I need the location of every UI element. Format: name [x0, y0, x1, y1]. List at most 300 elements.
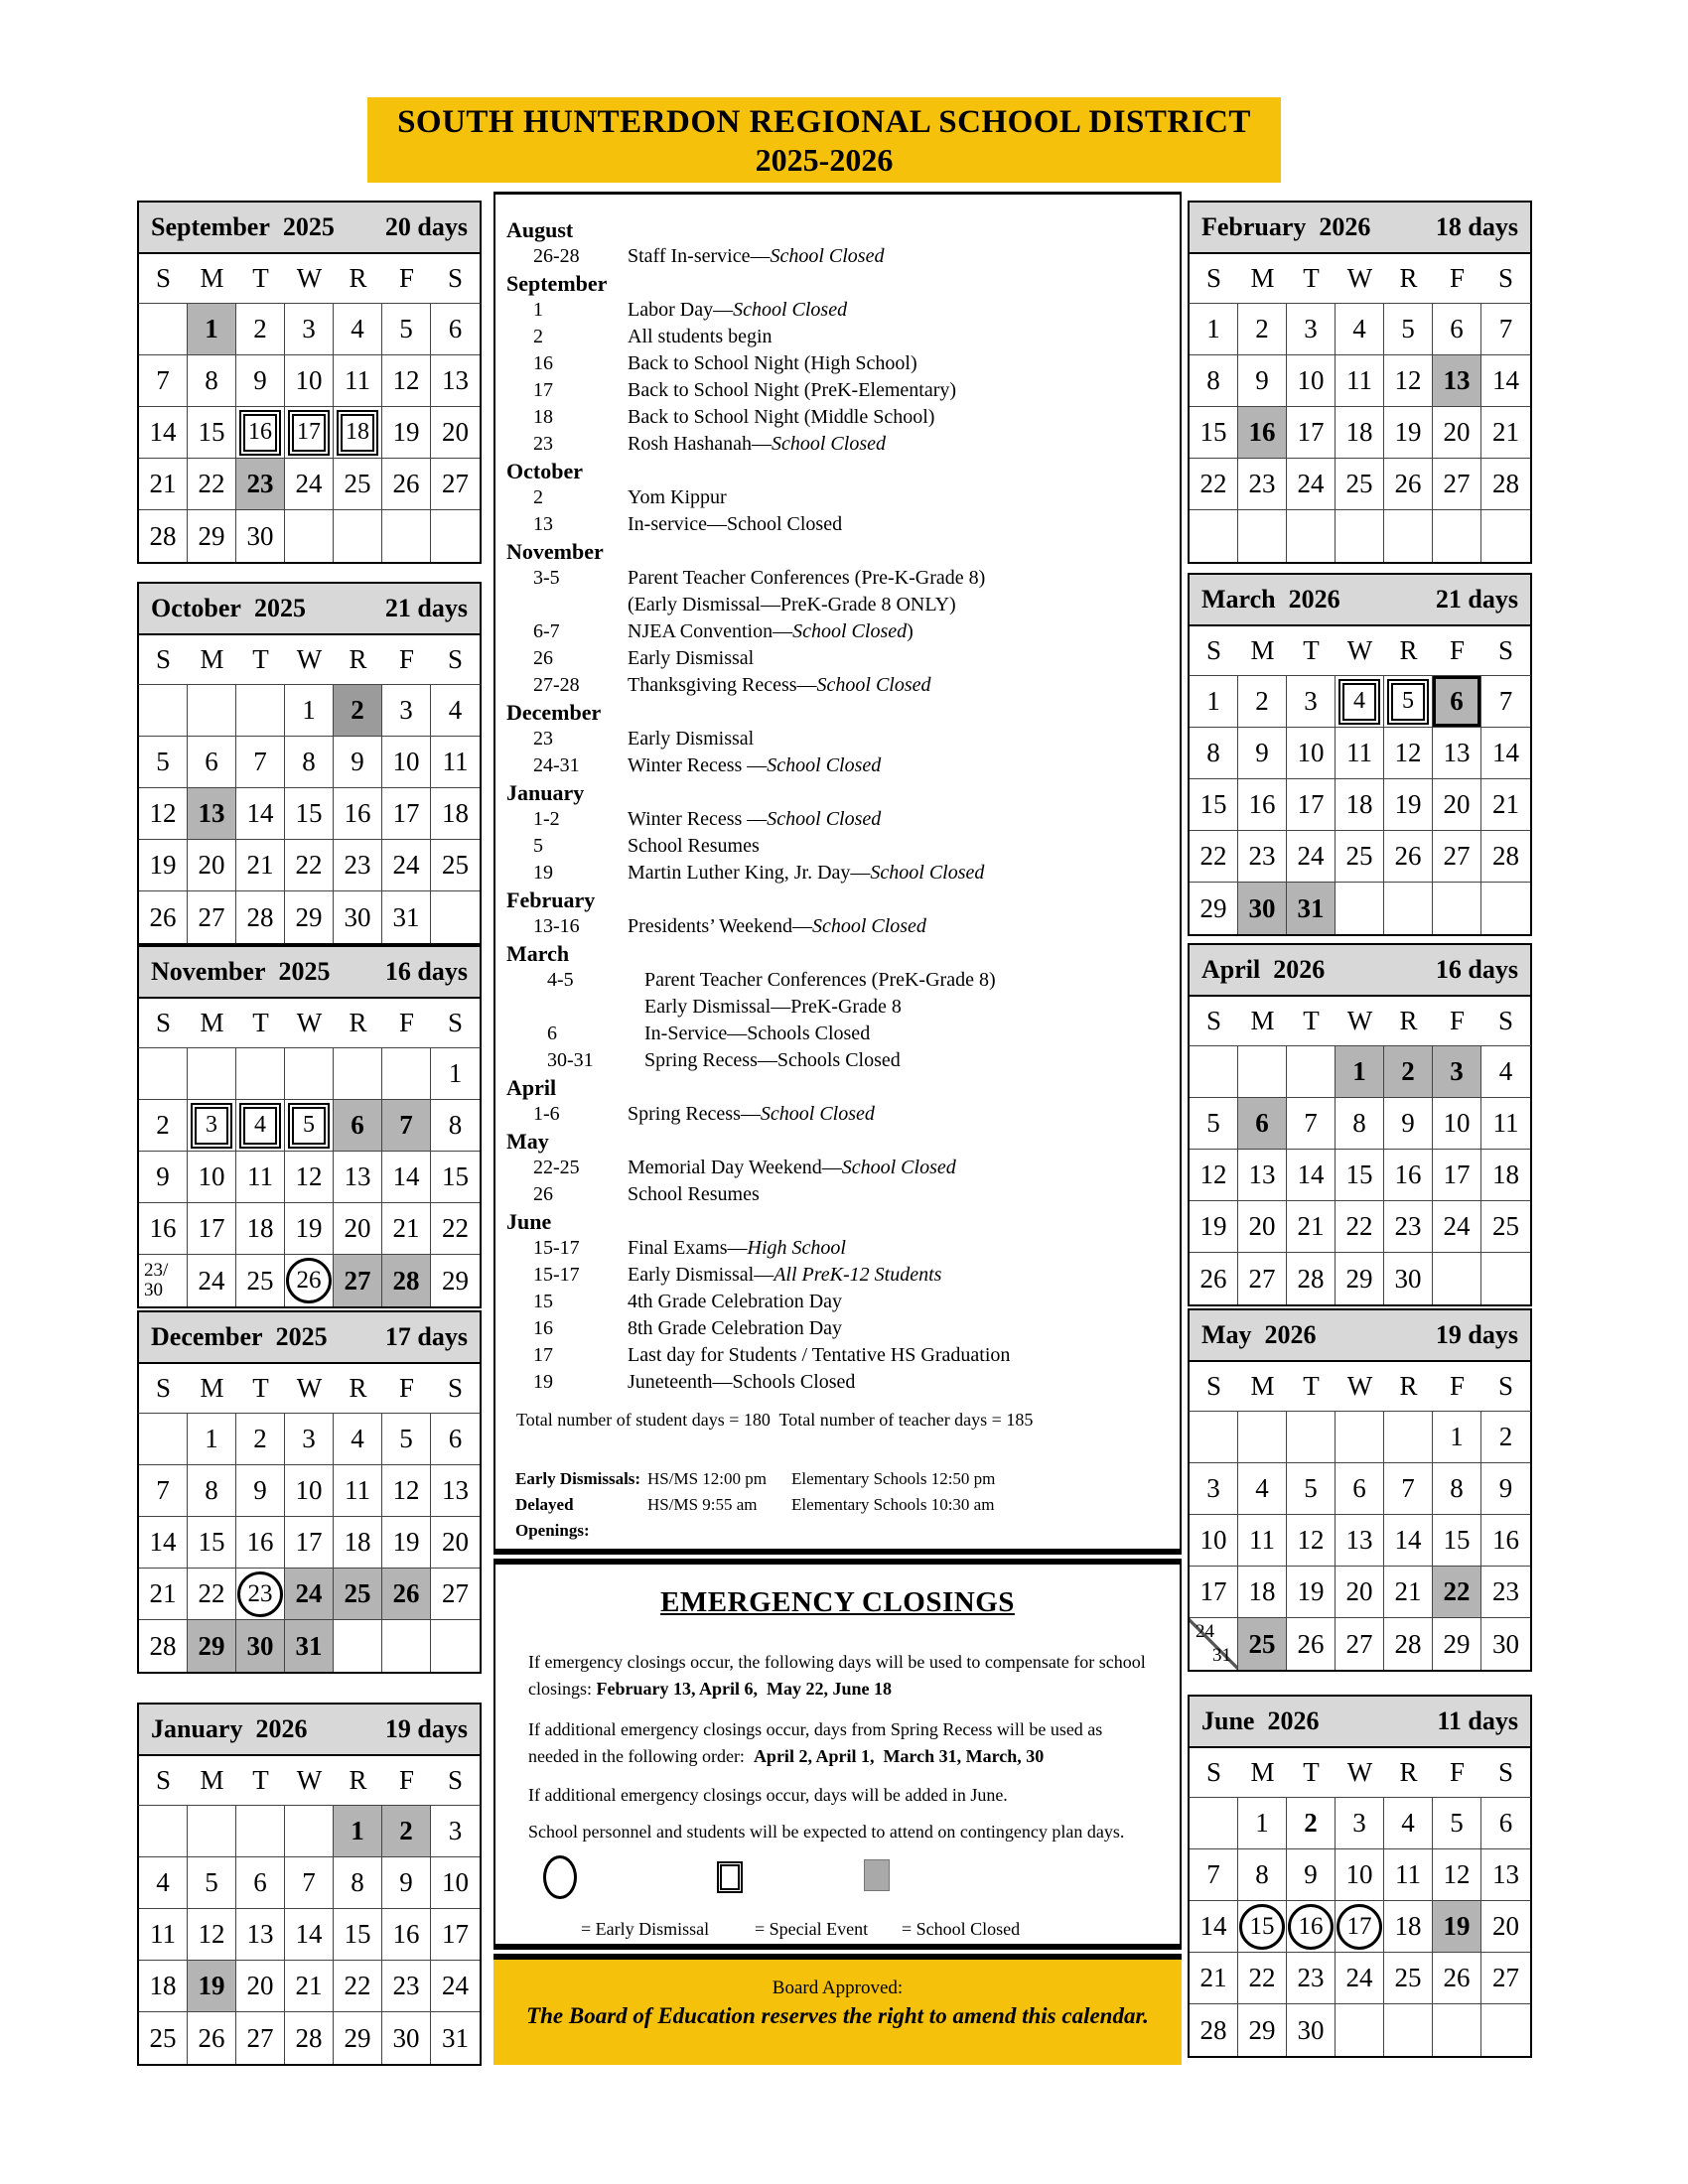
emergency-paragraph-4: School personnel and students will be expected to attend on contingency plan days.	[528, 1822, 1125, 1842]
weekday-letter: M	[1250, 263, 1275, 293]
weekday-letter: S	[447, 644, 464, 674]
event-description: Winter Recess —School Closed	[628, 754, 882, 776]
dismissal-elementary-time: Elementary Schools 12:50 pm	[791, 1469, 996, 1488]
day-cell: 9	[1238, 728, 1287, 779]
month-header	[137, 582, 482, 635]
day-cell	[1190, 510, 1238, 562]
day-cell: 24	[285, 459, 334, 510]
day-cell: 28	[285, 2012, 334, 2064]
weekday-letter: R	[1399, 1371, 1418, 1401]
event-row	[495, 377, 1180, 404]
day-cell: 5	[139, 737, 188, 788]
month-title: December 2025	[151, 1322, 328, 1351]
weekday-letter: T	[1303, 1757, 1320, 1787]
weekday-letter: M	[1250, 1757, 1275, 1787]
day-cell: 28	[1287, 1253, 1336, 1304]
day-cell: 28	[1384, 1618, 1433, 1670]
weekday-letter: W	[1346, 263, 1373, 293]
weekday-header-row	[137, 254, 482, 304]
day-cell: 10	[285, 355, 334, 407]
weekday-letter: S	[155, 1765, 172, 1795]
day-cell: 28	[1481, 831, 1530, 883]
day-cell: 20	[1238, 1201, 1287, 1253]
day-cell	[1238, 1046, 1287, 1098]
dismissal-info-block	[495, 1466, 1180, 1544]
day-cell: 1	[1190, 304, 1238, 355]
event-row	[495, 1155, 1180, 1181]
day-cell: 24	[285, 1569, 334, 1620]
event-description: 8th Grade Celebration Day	[628, 1317, 843, 1339]
early-dismissal-circle: 15	[1239, 1904, 1285, 1950]
event-description: Presidents’ Weekend—School Closed	[628, 915, 926, 937]
event-month-label: May	[506, 1129, 549, 1154]
day-cell: 8	[1190, 728, 1238, 779]
day-cell: 27	[1336, 1618, 1384, 1670]
day-cell	[139, 1048, 188, 1100]
day-cell: 25	[1481, 1201, 1530, 1253]
event-description: Early Dismissal—PreK-Grade 8	[644, 996, 902, 1018]
day-cell: 10	[285, 1465, 334, 1517]
month-title: May 2026	[1201, 1320, 1317, 1349]
event-description: NJEA Convention—School Closed)	[628, 620, 914, 642]
event-description: Thanksgiving Recess—School Closed	[628, 674, 931, 696]
event-description: Spring Recess—School Closed	[628, 1103, 875, 1125]
month-title: June 2026	[1201, 1706, 1320, 1735]
day-cell: 15	[188, 1517, 236, 1569]
day-cell: 21	[285, 1961, 334, 2012]
weekday-header-row	[137, 1364, 482, 1414]
day-cell: 20	[1433, 407, 1481, 459]
day-cell	[1384, 883, 1433, 934]
day-cell: 14	[285, 1909, 334, 1961]
day-cell: 20	[1433, 779, 1481, 831]
event-row	[495, 350, 1180, 377]
day-cell: 15	[188, 407, 236, 459]
day-cell: 1	[334, 1806, 382, 1857]
month-header	[1188, 1308, 1532, 1362]
event-date: 23	[533, 728, 553, 750]
day-cell: 16	[1384, 1150, 1433, 1201]
day-cell: 16	[139, 1203, 188, 1255]
month-header	[1188, 1695, 1532, 1748]
event-description: Juneteenth—Schools Closed	[628, 1371, 856, 1393]
day-cell: 20	[1336, 1567, 1384, 1618]
month-days-count: 16 days	[384, 957, 468, 986]
split-day-bottom: 31	[1212, 1645, 1231, 1666]
day-cell: 26	[1433, 1953, 1481, 2004]
day-cell	[285, 1100, 334, 1152]
day-cell: 22	[188, 459, 236, 510]
weekday-letter: T	[1303, 263, 1320, 293]
event-description: Labor Day—School Closed	[628, 299, 848, 321]
event-date: 6-7	[533, 620, 560, 642]
weekday-header-row	[137, 999, 482, 1048]
day-cell	[1336, 883, 1384, 934]
day-cell: 21	[1384, 1567, 1433, 1618]
day-cell: 22	[188, 1569, 236, 1620]
day-cell: 16	[1238, 779, 1287, 831]
early-dismissal-circle: 26	[286, 1258, 332, 1303]
day-cell: 5	[382, 1414, 431, 1465]
day-cell	[1336, 510, 1384, 562]
day-cell: 4	[1238, 1463, 1287, 1515]
day-cell: 30	[236, 1620, 285, 1672]
day-cell: 25	[334, 459, 382, 510]
event-date: 16	[533, 1317, 553, 1339]
day-cell: 7	[1481, 304, 1530, 355]
day-cell: 10	[1433, 1098, 1481, 1150]
day-cell: 21	[1481, 407, 1530, 459]
day-cell	[431, 1620, 480, 1672]
day-cell	[1238, 1412, 1287, 1463]
thick-divider-bottom	[493, 1944, 1182, 1960]
event-description: School Resumes	[628, 835, 760, 857]
special-event-icon	[717, 1861, 743, 1893]
day-cell: 17	[382, 788, 431, 840]
day-cell	[1336, 1412, 1384, 1463]
day-cell	[1190, 1618, 1238, 1670]
day-cell: 25	[1336, 831, 1384, 883]
board-approved-label: Board Approved:	[772, 1978, 904, 1998]
day-cell: 27	[431, 1569, 480, 1620]
day-cell: 22	[1336, 1201, 1384, 1253]
day-cell: 23	[1238, 831, 1287, 883]
month-grid	[137, 1048, 482, 1308]
day-cell: 28	[139, 1620, 188, 1672]
weekday-header-row	[1188, 997, 1532, 1046]
day-cell	[1336, 1901, 1384, 1953]
day-cell: 28	[236, 891, 285, 943]
day-cell: 25	[236, 1255, 285, 1306]
weekday-header-row	[1188, 254, 1532, 304]
day-cell: 29	[1238, 2004, 1287, 2056]
event-row	[495, 565, 1180, 592]
event-date: 1-6	[533, 1103, 560, 1125]
weekday-letter: M	[1250, 635, 1275, 665]
event-date: 6	[547, 1023, 557, 1044]
day-cell	[1287, 1046, 1336, 1098]
day-cell: 17	[188, 1203, 236, 1255]
weekday-letter: F	[398, 263, 415, 293]
event-date: 2	[533, 486, 543, 508]
event-row	[495, 431, 1180, 458]
day-cell	[334, 1620, 382, 1672]
event-description: Parent Teacher Conferences (Pre-K-Grade 8)	[628, 567, 986, 589]
day-cell: 18	[236, 1203, 285, 1255]
weekday-letter: M	[1250, 1006, 1275, 1035]
day-cell	[1238, 510, 1287, 562]
day-cell: 23	[334, 840, 382, 891]
weekday-letter: R	[349, 1373, 367, 1403]
day-cell	[431, 510, 480, 562]
day-cell	[1190, 1798, 1238, 1849]
event-month-label: September	[506, 271, 608, 296]
calendar-february-2026	[1188, 201, 1532, 564]
center-panel	[493, 192, 1182, 2065]
month-grid	[137, 304, 482, 564]
thick-divider-top	[493, 1549, 1182, 1565]
day-cell: 31	[382, 891, 431, 943]
day-cell: 29	[431, 1255, 480, 1306]
day-cell: 3	[285, 304, 334, 355]
day-cell: 29	[1433, 1618, 1481, 1670]
day-cell	[236, 1569, 285, 1620]
day-cell: 6	[1238, 1098, 1287, 1150]
special-event-box: 5	[288, 1103, 330, 1149]
event-description: In-service—School Closed	[628, 513, 843, 535]
event-description: Last day for Students / Tentative HS Graduation	[628, 1344, 1011, 1366]
day-cell: 6	[1336, 1463, 1384, 1515]
day-cell: 22	[285, 840, 334, 891]
day-cell	[1336, 2004, 1384, 2056]
day-cell: 18	[1336, 779, 1384, 831]
day-cell: 26	[1384, 831, 1433, 883]
day-cell: 21	[139, 1569, 188, 1620]
early-dismissal-circle: 23	[237, 1571, 283, 1617]
day-cell: 23	[1287, 1953, 1336, 2004]
day-cell: 6	[1433, 676, 1481, 728]
month-grid	[137, 685, 482, 945]
day-cell: 1	[1190, 676, 1238, 728]
event-row	[495, 1101, 1180, 1128]
event-month-label: December	[506, 700, 602, 725]
event-row	[495, 484, 1180, 511]
day-cell	[236, 1100, 285, 1152]
day-cell: 14	[382, 1152, 431, 1203]
day-cell: 13	[431, 355, 480, 407]
day-cell: 14	[139, 407, 188, 459]
day-cell	[285, 1806, 334, 1857]
event-description: Staff In-service—School Closed	[628, 245, 885, 267]
dismissal-hsms-time: HS/MS 9:55 am	[647, 1495, 758, 1514]
weekday-letter: S	[1497, 1371, 1514, 1401]
day-cell: 23	[1238, 459, 1287, 510]
weekday-letter: M	[1250, 1371, 1275, 1401]
legend-item-0	[543, 1855, 710, 1939]
dismissal-row	[495, 1492, 1180, 1544]
legend-label: = Special Event	[755, 1919, 869, 1939]
weekday-letter: S	[155, 263, 172, 293]
day-cell	[188, 1806, 236, 1857]
weekday-letter: T	[252, 1765, 269, 1795]
day-cell: 2	[236, 304, 285, 355]
day-cell: 24	[382, 840, 431, 891]
event-date: 16	[533, 352, 553, 374]
day-cell: 28	[1190, 2004, 1238, 2056]
day-cell: 26	[139, 891, 188, 943]
day-cell: 13	[334, 1152, 382, 1203]
event-row	[495, 1235, 1180, 1262]
weekday-header-row	[1188, 1748, 1532, 1798]
day-cell: 20	[236, 1961, 285, 2012]
day-cell: 7	[139, 355, 188, 407]
day-cell: 19	[1433, 1901, 1481, 1953]
day-cell: 11	[1384, 1849, 1433, 1901]
month-header	[1188, 201, 1532, 254]
day-cell: 28	[139, 510, 188, 562]
emergency-title: EMERGENCY CLOSINGS	[660, 1586, 1015, 1618]
event-description: (Early Dismissal—PreK-Grade 8 ONLY)	[628, 594, 956, 615]
day-cell: 22	[1190, 831, 1238, 883]
day-cell: 27	[188, 891, 236, 943]
event-description: Back to School Night (Middle School)	[628, 406, 935, 428]
weekday-letter: W	[296, 1373, 323, 1403]
day-cell	[382, 1620, 431, 1672]
day-cell: 27	[236, 2012, 285, 2064]
legend-label: = School Closed	[902, 1919, 1021, 1939]
event-date: 4-5	[547, 969, 574, 991]
day-cell: 16	[382, 1909, 431, 1961]
day-cell: 2	[1287, 1798, 1336, 1849]
event-row	[495, 913, 1180, 940]
day-cell: 18	[1384, 1901, 1433, 1953]
event-date: 1	[533, 299, 543, 321]
weekday-letter: M	[200, 1008, 224, 1037]
day-cell: 2	[1238, 304, 1287, 355]
split-day-bottom: 30	[144, 1280, 163, 1300]
weekday-letter: M	[200, 644, 224, 674]
weekday-letter: F	[398, 1008, 415, 1037]
day-cell: 23	[382, 1961, 431, 2012]
day-cell: 12	[1384, 355, 1433, 407]
day-cell: 5	[1190, 1098, 1238, 1150]
day-cell: 6	[431, 304, 480, 355]
day-cell: 15	[1336, 1150, 1384, 1201]
weekday-letter: F	[1449, 1757, 1466, 1787]
weekday-letter: W	[296, 644, 323, 674]
weekday-letter: F	[1449, 263, 1466, 293]
day-cell	[139, 304, 188, 355]
emergency-p1-text: If emergency closings occur, the following days will be used to compensate for school closings:	[528, 1652, 1146, 1699]
weekday-letter: F	[398, 644, 415, 674]
day-cell: 18	[334, 1517, 382, 1569]
day-cell: 4	[431, 685, 480, 737]
calendar-april-2026	[1188, 943, 1532, 1306]
month-days-count: 19 days	[1435, 1320, 1518, 1349]
event-description: Back to School Night (PreK-Elementary)	[628, 379, 957, 401]
weekday-letter: W	[296, 1765, 323, 1795]
school-closed-icon	[864, 1859, 890, 1891]
weekday-letter: S	[447, 1008, 464, 1037]
day-cell: 8	[1336, 1098, 1384, 1150]
event-description: In-Service—Schools Closed	[644, 1023, 871, 1044]
day-cell	[1481, 883, 1530, 934]
day-cell: 21	[236, 840, 285, 891]
special-event-box: 17	[288, 410, 330, 456]
day-cell: 15	[334, 1909, 382, 1961]
day-cell	[1481, 510, 1530, 562]
day-cell	[1287, 1412, 1336, 1463]
event-date: 23	[533, 433, 553, 455]
day-cell: 11	[334, 1465, 382, 1517]
day-cell: 3	[1287, 676, 1336, 728]
day-cell: 25	[334, 1569, 382, 1620]
special-event-box: 5	[1387, 679, 1429, 725]
day-cell: 7	[236, 737, 285, 788]
weekday-letter: W	[1346, 635, 1373, 665]
calendar-september-2025	[137, 201, 482, 564]
day-cell: 26	[382, 459, 431, 510]
day-cell: 7	[382, 1100, 431, 1152]
day-cell: 27	[1481, 1953, 1530, 2004]
month-header	[137, 1310, 482, 1364]
calendar-column-right	[1188, 0, 1532, 2184]
month-grid	[137, 1414, 482, 1674]
day-cell: 22	[1190, 459, 1238, 510]
event-month-label: February	[506, 887, 596, 912]
day-cell: 28	[382, 1255, 431, 1306]
event-description: Parent Teacher Conferences (PreK-Grade 8)	[644, 969, 996, 991]
day-cell: 10	[188, 1152, 236, 1203]
day-cell: 20	[431, 407, 480, 459]
day-cell	[1238, 1901, 1287, 1953]
event-date: 26	[533, 647, 553, 669]
event-description: Early Dismissal	[628, 647, 755, 669]
special-event-box: 4	[1338, 679, 1380, 725]
emergency-paragraph-2	[528, 1716, 1147, 1770]
day-cell	[188, 1048, 236, 1100]
day-cell: 11	[1238, 1515, 1287, 1567]
day-cell: 18	[431, 788, 480, 840]
day-cell	[1384, 510, 1433, 562]
day-cell: 4	[1481, 1046, 1530, 1098]
day-cell	[236, 685, 285, 737]
day-cell	[334, 407, 382, 459]
day-cell: 20	[431, 1517, 480, 1569]
day-cell: 5	[1433, 1798, 1481, 1849]
day-cell: 30	[236, 510, 285, 562]
split-day-top: 23/	[144, 1260, 169, 1281]
day-cell	[236, 1048, 285, 1100]
day-cell: 26	[1287, 1618, 1336, 1670]
event-date: 19	[533, 862, 553, 884]
event-row	[495, 1181, 1180, 1208]
day-cell: 8	[334, 1857, 382, 1909]
day-cell	[334, 510, 382, 562]
event-description: Yom Kippur	[628, 486, 727, 508]
event-row	[495, 1047, 1180, 1074]
day-cell: 19	[382, 407, 431, 459]
event-date: 30-31	[547, 1049, 594, 1071]
event-date: 13-16	[533, 915, 580, 937]
day-cell: 4	[1384, 1798, 1433, 1849]
day-cell: 26	[188, 2012, 236, 2064]
day-cell: 14	[1287, 1150, 1336, 1201]
day-cell: 16	[1481, 1515, 1530, 1567]
legend-label: = Early Dismissal	[581, 1919, 710, 1939]
event-description: Early Dismissal—All PreK-12 Students	[628, 1264, 942, 1286]
month-days-count: 19 days	[384, 1714, 468, 1743]
calendar-may-2026	[1188, 1308, 1532, 1672]
day-cell: 14	[1481, 728, 1530, 779]
day-cell: 2	[382, 1806, 431, 1857]
weekday-letter: T	[252, 1008, 269, 1037]
day-cell: 15	[431, 1152, 480, 1203]
day-cell: 4	[334, 1414, 382, 1465]
day-cell: 16	[1238, 407, 1287, 459]
event-date: 17	[533, 379, 553, 401]
month-title: September 2025	[151, 212, 335, 241]
day-cell: 24	[1287, 831, 1336, 883]
event-date: 19	[533, 1371, 553, 1393]
day-cell: 1	[431, 1048, 480, 1100]
day-cell: 13	[1481, 1849, 1530, 1901]
day-cell: 18	[139, 1961, 188, 2012]
day-cell: 27	[1433, 831, 1481, 883]
dismissal-label: Early Dismissals:	[515, 1469, 641, 1488]
day-cell: 15	[1190, 779, 1238, 831]
weekday-letter: R	[1399, 263, 1418, 293]
